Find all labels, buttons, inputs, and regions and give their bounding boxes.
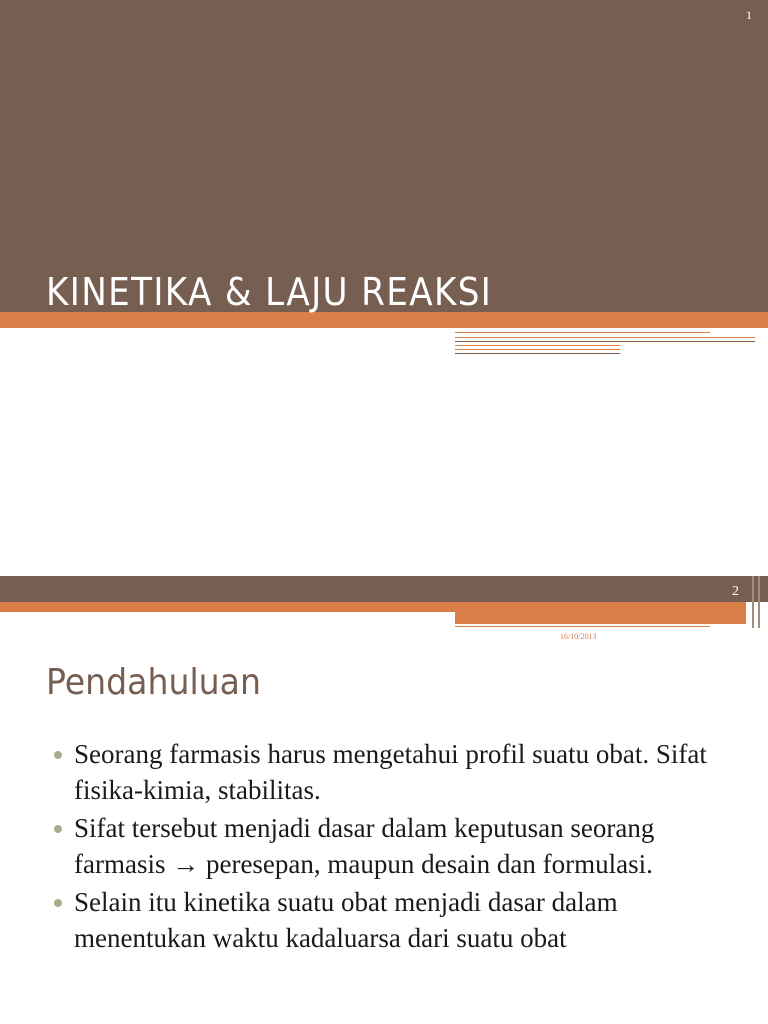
content-slide-orange-tab xyxy=(455,612,746,624)
list-item xyxy=(52,884,732,956)
content-slide xyxy=(0,576,768,1024)
slide-title: KINETIKA & LAJU REAKSI xyxy=(46,270,493,314)
list-item xyxy=(52,810,732,882)
bullet-text: Sifat tersebut menjadi dasar dalam keputusan seorang farmasis → peresepan, maupun desain dan formulasi. xyxy=(74,813,655,879)
bullet-icon xyxy=(54,825,62,833)
bullet-text: Selain itu kinetika suatu obat menjadi dasar dalam menentukan waktu kadaluarsa dari suatu obat xyxy=(74,887,618,953)
bullet-icon xyxy=(54,751,62,759)
content-slide-orange-band xyxy=(0,602,746,612)
bullet-list xyxy=(52,736,732,958)
decorative-line xyxy=(455,626,710,627)
slide-number: 1 xyxy=(746,8,752,22)
decorative-vertical-bar xyxy=(758,576,760,628)
content-slide-brown-band xyxy=(0,576,768,602)
title-slide-orange-band xyxy=(0,312,768,328)
bullet-icon xyxy=(54,899,62,907)
list-item xyxy=(52,736,732,808)
bullet-text: Seorang farmasis harus mengetahui profil suatu obat. Sifat fisika-kimia, stabilitas. xyxy=(74,739,707,805)
slide-date: 16/10/2013 xyxy=(560,632,597,641)
slide-heading: Pendahuluan xyxy=(46,662,261,703)
decorative-vertical-bar xyxy=(752,576,754,628)
slide-number: 2 xyxy=(732,584,739,599)
title-slide-brown-band xyxy=(0,0,768,312)
